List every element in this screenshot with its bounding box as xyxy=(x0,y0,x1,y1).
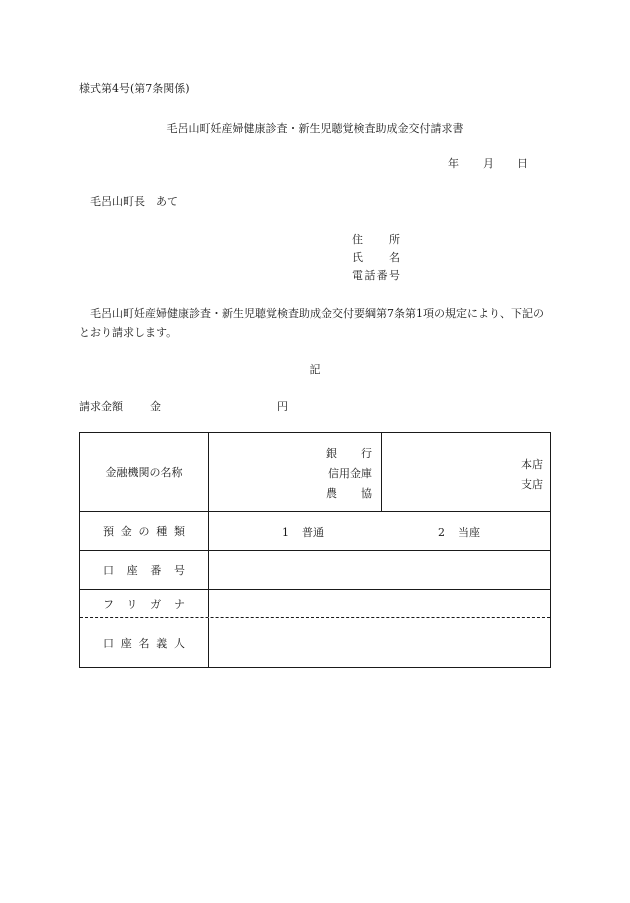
account-holder-label: 口座名義人 xyxy=(80,618,209,667)
furigana-label: フリガナ xyxy=(80,590,209,617)
amount-label: 請求金額 xyxy=(79,400,123,413)
furigana-row xyxy=(80,590,550,618)
account-number-field[interactable] xyxy=(209,551,550,589)
institution-type-bank: 銀行 xyxy=(326,447,372,460)
date-year: 年 xyxy=(448,157,459,170)
date-month: 月 xyxy=(483,157,494,170)
applicant-phone-label: 電話番号 xyxy=(352,269,400,282)
amount-kin: 金 xyxy=(150,400,161,413)
institution-name-field[interactable] xyxy=(209,433,550,511)
branch-type-main: 本店 xyxy=(521,458,543,471)
institution-divider xyxy=(381,433,382,511)
form-number: 様式第4号(第7条関係) xyxy=(79,82,190,95)
account-holder-row xyxy=(80,618,550,667)
furigana-field[interactable] xyxy=(209,590,550,617)
account-number-row xyxy=(80,551,550,590)
institution-type-credit-union: 信用金庫 xyxy=(328,467,372,480)
institution-row xyxy=(80,433,550,512)
deposit-type-row xyxy=(80,512,550,551)
document-title: 毛呂山町妊産婦健康診査・新生児聴覚検査助成金交付請求書 xyxy=(166,122,464,135)
amount-unit: 円 xyxy=(277,400,288,413)
applicant-name-label: 氏名 xyxy=(352,251,400,264)
institution-type-agri-coop: 農協 xyxy=(326,487,372,500)
applicant-address-label: 住所 xyxy=(352,233,400,246)
deposit-option-ordinary[interactable]: 1 普通 xyxy=(282,526,324,539)
date-day: 日 xyxy=(517,157,528,170)
bank-account-table xyxy=(79,432,551,668)
institution-label: 金融機関の名称 xyxy=(80,433,209,511)
request-statement: 毛呂山町妊産婦健康診査・新生児聴覚検査助成金交付要綱第7条第1項の規定により、下記のとおり請求します。 xyxy=(79,307,544,339)
account-holder-field[interactable] xyxy=(209,618,550,667)
addressee: 毛呂山町長 あて xyxy=(90,195,178,208)
ki-heading: 記 xyxy=(309,363,321,376)
branch-type-sub: 支店 xyxy=(521,478,543,491)
deposit-type-field xyxy=(209,512,550,550)
deposit-option-checking[interactable]: 2 当座 xyxy=(438,526,480,539)
account-number-label: 口座番号 xyxy=(80,551,209,589)
deposit-type-label: 預金の種類 xyxy=(80,512,209,550)
